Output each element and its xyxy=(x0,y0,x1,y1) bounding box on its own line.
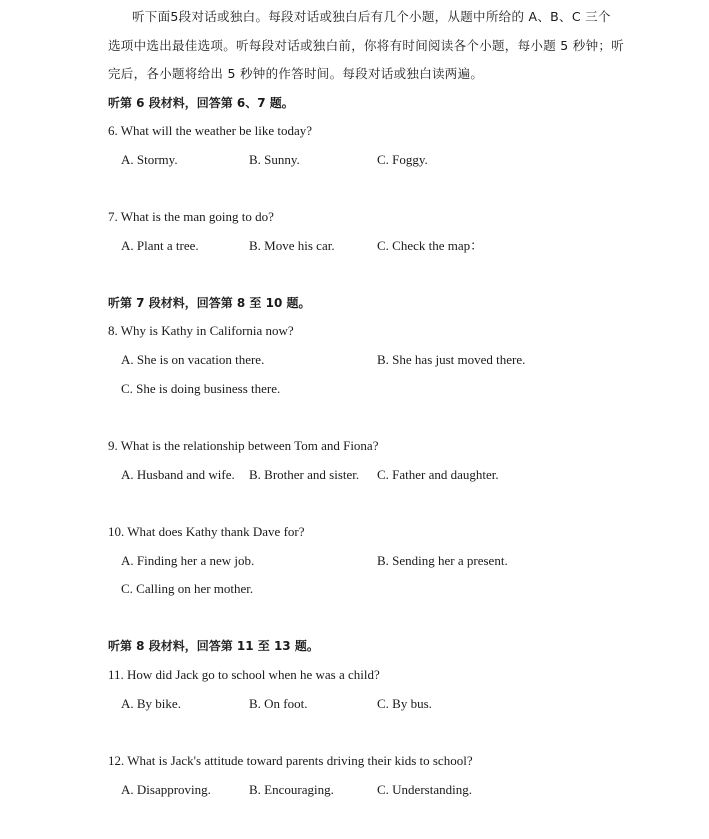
question-11-option-a: A. By bike. xyxy=(121,696,181,711)
intro-line-2: 选项中选出最佳选项。听每段对话或独白前，你将有时间阅读各个小题，每小题 5 秒钟；听 xyxy=(108,38,625,53)
question-7-option-c: C. Check the map： xyxy=(377,238,484,253)
question-7-option-b: B. Move his car. xyxy=(249,238,335,253)
section-heading-8: 听第 8 段材料，回答第 11 至 13 题。 xyxy=(108,639,319,653)
question-12-option-a: A. Disapproving. xyxy=(121,782,211,797)
question-9-option-a: A. Husband and wife. xyxy=(121,467,235,482)
question-10-stem: 10. What does Kathy thank Dave for? xyxy=(108,524,305,539)
section-heading-7: 听第 7 段材料，回答第 8 至 10 题。 xyxy=(108,296,311,310)
question-10-option-c: C. Calling on her mother. xyxy=(121,581,254,596)
question-12-option-b: B. Encouraging. xyxy=(249,782,334,797)
question-8-option-c: C. She is doing business there. xyxy=(121,381,281,396)
question-10-option-b: B. Sending her a present. xyxy=(377,553,508,568)
section-heading-6: 听第 6 段材料，回答第 6、7 题。 xyxy=(108,96,294,110)
question-6-option-a: A. Stormy. xyxy=(121,152,178,167)
question-9-option-c: C. Father and daughter. xyxy=(377,467,499,482)
question-12-option-c: C. Understanding. xyxy=(377,782,472,797)
question-8-stem: 8. Why is Kathy in California now? xyxy=(108,323,294,338)
question-7-stem: 7. What is the man going to do? xyxy=(108,209,274,224)
question-6-option-b: B. Sunny. xyxy=(249,152,300,167)
question-8-option-b: B. She has just moved there. xyxy=(377,352,526,367)
question-11-stem: 11. How did Jack go to school when he was a child? xyxy=(108,667,380,682)
question-11-option-b: B. On foot. xyxy=(249,696,308,711)
question-12-stem: 12. What is Jack's attitude toward parents driving their kids to school? xyxy=(108,753,473,768)
question-9-stem: 9. What is the relationship between Tom and Fiona? xyxy=(108,438,379,453)
question-11-option-c: C. By bus. xyxy=(377,696,432,711)
question-7-option-a: A. Plant a tree. xyxy=(121,238,199,253)
intro-line-3: 完后，各小题将给出 5 秒钟的作答时间。每段对话或独白读两遍。 xyxy=(108,66,484,81)
question-9-option-b: B. Brother and sister. xyxy=(249,467,360,482)
intro-line-1: 听下面5段对话或独白。每段对话或独白后有几个小题，从题中所给的 A、B、C 三个 xyxy=(132,9,611,24)
question-6-option-c: C. Foggy. xyxy=(377,152,428,167)
question-8-option-a: A. She is on vacation there. xyxy=(121,352,265,367)
question-6-stem: 6. What will the weather be like today? xyxy=(108,123,313,138)
question-10-option-a: A. Finding her a new job. xyxy=(121,553,255,568)
